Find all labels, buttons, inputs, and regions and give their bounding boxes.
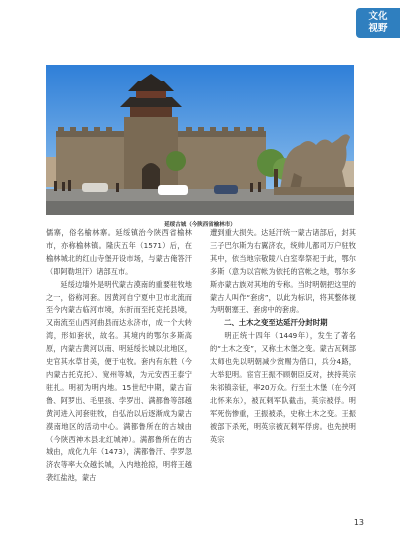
right-paragraph-1: 遭到重大损失。达延汗统一蒙古诸部后，封其三子巴尔斯为右翼济农，统帅儿都司万户驻牧其中，依当地宗敬陵八白室奉祭祀于此，鄂尔多斯（意为以宫帐为依托的宫帐之地，鄂尔多斯亦蒙古族对其地的专称。当时明朝把这里的蒙古人叫作“套虏”，以此为标识，将其整体视为明朝塞王、套虏中的套虏。 xyxy=(210,228,356,315)
page-number: 13 xyxy=(353,518,364,527)
figure-caption: 延绥古城（今陕西省榆林市） xyxy=(164,222,236,228)
yansui-old-city-photo xyxy=(46,65,354,215)
left-paragraph-1: 儒寨，俗名榆林寨。延绥镇治今陕西省榆林市，亦称榆林镇。隆庆五年（1571）后，在榆林城北的红山寺堡开设市场，与蒙古俺答汗（即阿勒坦汗）诸部互市。 xyxy=(46,228,192,276)
left-paragraph-2: 延绥边墙外是明代蒙古漠南的重要驻牧地之一，俗称河套。因黄河自宁夏中卫市北流而至今内蒙古临河市境，东折而至托克托县境，又南流至山西河曲县而达永济市，成一个大转湾，形如套状，故名。其境内的鄂尔多斯高原，内蒙古黄河以南、明延绥长城以北地区，史官其水草甘美，便于屯牧。套内有东胜（今内蒙古托克托）、宽州等城，为元安西王泰宁驻扎。明初为明内地。15世纪中期，蒙古盲鲁、阿罗出、毛里孩、孛罗出、满都鲁等部越黄河进入河套驻牧，自弘治以后逐渐成为蒙古漠南地区的活动中心。满都鲁所在的古城由（今陕西神木县北红城神）。满都鲁所在的古城由，成化九年（1473），满都鲁汗、孛罗忽济农等率大众越长城，入内地抢掠，明将王越袭红盐池，蒙古 xyxy=(46,279,192,483)
right-column xyxy=(210,227,356,446)
right-paragraph-2: 明正统十四年（1449年），发生了著名的“土木之变”，又称土木堡之变。蒙古瓦剌部太师也先以明朝减少赏赐为借口，兵分4路，大举犯明。宦官王振不顾朝臣反对，挟持英宗朱祁镇亲征，率20万众。行至土木堡（在今河北怀来东），被瓦剌军队截击，英宗被俘。明军死伤惨重，王振被杀，史称土木之变。王振被部下杀死，明英宗被瓦剌军俘虏。也先挟明英宗 xyxy=(210,331,356,444)
section-tag xyxy=(356,8,400,38)
section-heading: 二、土木之变至达延汗分封时期 xyxy=(224,318,328,328)
left-column xyxy=(46,227,192,485)
section-tag-line1: 文化 xyxy=(368,11,388,22)
section-tag-line2: 视野 xyxy=(368,23,388,34)
